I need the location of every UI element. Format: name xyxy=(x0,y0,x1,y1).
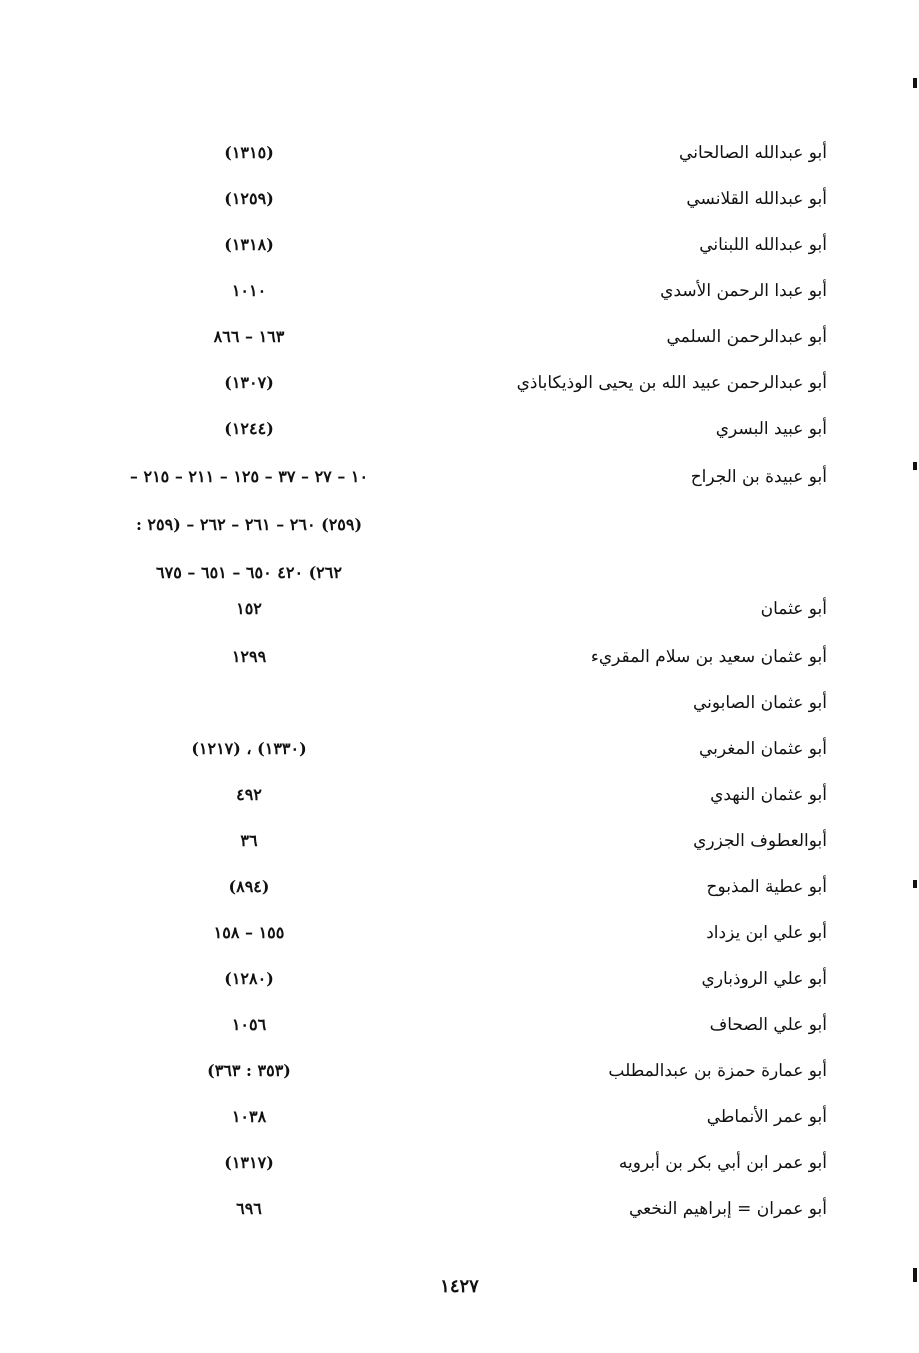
index-entry xyxy=(0,734,919,764)
index-entry xyxy=(0,872,919,902)
index-entry xyxy=(0,918,919,948)
entry-refs: ١٢٩٩ xyxy=(231,647,267,666)
entry-name: أبو عثمان xyxy=(760,599,827,619)
entry-refs: ١٥٥ – ١٥٨ xyxy=(213,923,285,942)
entry-refs: (١٣١٥) xyxy=(224,143,274,162)
index-entry xyxy=(0,276,919,306)
entry-name: أبو عثمان الصابوني xyxy=(692,693,827,713)
index-entry xyxy=(0,1102,919,1132)
entry-name: أبو عبدا الرحمن الأسدي xyxy=(660,281,827,301)
entry-refs: ١٠٣٨ xyxy=(231,1107,267,1126)
entry-refs: ١٠١٠ xyxy=(231,281,267,300)
index-entry xyxy=(0,594,919,624)
entry-name: أبو عطية المذبوح xyxy=(706,877,827,897)
index-entry xyxy=(0,780,919,810)
index-entry xyxy=(0,688,919,718)
entry-refs-continuation: (٢٥٩) ٢٦٠ – ٢٦١ – ٢٦٢ – (٢٥٩ : xyxy=(135,515,363,534)
index-entry xyxy=(0,642,919,672)
entry-refs: (٣٥٣ : ٣٦٣) xyxy=(207,1061,291,1080)
scan-edge-mark xyxy=(913,1268,917,1282)
page-number: ١٤٢٧ xyxy=(440,1276,479,1297)
entry-refs: ١٠ – ٢٧ – ٣٧ – ١٢٥ – ٢١١ – ٢١٥ – xyxy=(129,467,369,486)
index-entry xyxy=(0,368,919,398)
index-entry xyxy=(0,1010,919,1040)
index-entry xyxy=(0,1194,919,1224)
entry-refs: (١٣٠٧) xyxy=(224,373,274,392)
scan-edge-mark xyxy=(913,462,917,470)
entry-name: أبو عبدالرحمن عبيد الله بن يحيى الوذيكاباذي xyxy=(516,373,827,393)
entry-name: أبو عبدالله القلانسي xyxy=(686,189,827,209)
index-entry xyxy=(0,1148,919,1178)
index-entry xyxy=(0,184,919,214)
index-entry xyxy=(0,826,919,856)
entry-refs: ١٥٢ xyxy=(236,599,262,618)
scan-edge-mark xyxy=(913,880,917,888)
scan-edge-mark xyxy=(913,78,917,88)
entry-refs: ٣٦ xyxy=(240,831,258,850)
entry-name: أبو عمارة حمزة بن عبدالمطلب xyxy=(608,1061,827,1081)
entry-name: أبو عثمان النهدي xyxy=(710,785,827,805)
entry-refs: (١٢٤٤) xyxy=(224,419,274,438)
entry-name: أبو عمر الأنماطي xyxy=(706,1107,827,1127)
entry-refs: ٦٩٦ xyxy=(236,1199,262,1218)
index-entry xyxy=(0,414,919,444)
entry-refs: (١٢٨٠) xyxy=(224,969,274,988)
entry-name: أبو عبيد البسري xyxy=(715,419,827,439)
entry-refs: (١٣٣٠) ، (١٢١٧) xyxy=(191,739,307,758)
entry-refs: ٤٩٢ xyxy=(236,785,262,804)
entry-refs-continuation: ٢٦٢) ٤٢٠ ٦٥٠ – ٦٥١ – ٦٧٥ xyxy=(156,563,342,582)
entry-refs: ١٠٥٦ xyxy=(231,1015,267,1034)
index-entry xyxy=(0,322,919,352)
entry-name: أبو عبدالله الصالحاني xyxy=(679,143,827,163)
index-entry xyxy=(0,230,919,260)
entry-name: أبو علي الصحاف xyxy=(709,1015,827,1035)
entry-name: أبو عمر ابن أبي بكر بن أبرويه xyxy=(618,1153,827,1173)
entry-name: أبو عبدالرحمن السلمي xyxy=(666,327,827,347)
entry-refs: (١٣١٨) xyxy=(224,235,274,254)
entry-name: أبو عبدالله اللبناني xyxy=(699,235,827,255)
entry-name: أبو عثمان المغربي xyxy=(698,739,827,759)
entry-name: أبو علي ابن يزداد xyxy=(706,923,827,943)
index-entry xyxy=(0,462,919,586)
entry-name: أبو عمران = إبراهيم النخعي xyxy=(629,1199,827,1219)
index-entry xyxy=(0,964,919,994)
entry-name: أبو عثمان سعيد بن سلام المقريء xyxy=(590,647,827,667)
entry-refs: (١٣١٧) xyxy=(224,1153,274,1172)
entry-refs: ١٦٣ – ٨٦٦ xyxy=(213,327,285,346)
entry-refs: (٨٩٤) xyxy=(228,877,270,896)
entry-refs: (١٢٥٩) xyxy=(224,189,274,208)
entry-name: أبو عبيدة بن الجراح xyxy=(690,467,827,487)
index-entry xyxy=(0,138,919,168)
index-entry xyxy=(0,1056,919,1086)
entry-name: أبوالعطوف الجزري xyxy=(693,831,827,851)
entry-name: أبو علي الروذباري xyxy=(701,969,827,989)
